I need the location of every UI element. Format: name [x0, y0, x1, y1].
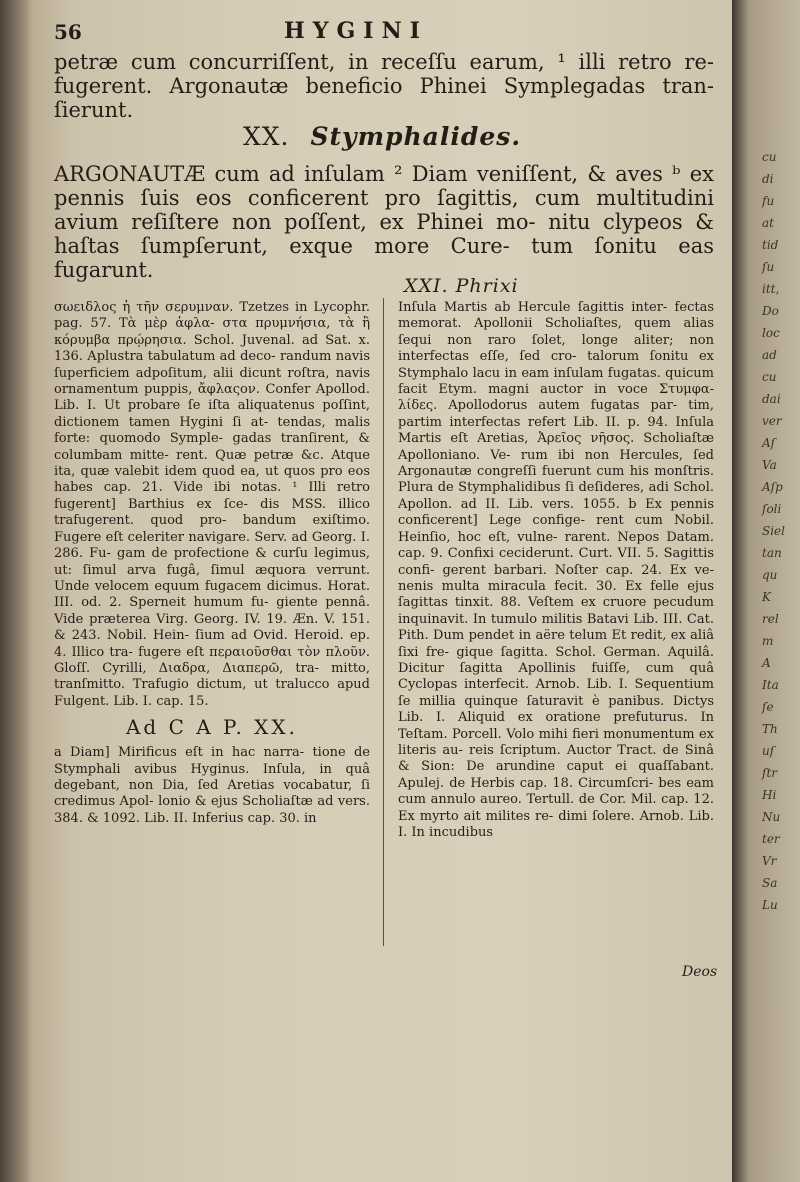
adjacent-page-fragment: ſoli — [762, 502, 782, 516]
adjacent-page-fragment: Hi — [762, 788, 777, 802]
adjacent-page-fragment: A — [762, 656, 771, 670]
column-divider — [383, 298, 384, 946]
adjacent-page-fragment: ſu — [762, 260, 775, 274]
adjacent-page-fragment: K — [762, 590, 771, 604]
adjacent-page-fragment: cu — [762, 370, 777, 384]
adjacent-page-fragment: loc — [762, 326, 780, 340]
adjacent-page-fragment: ſe — [762, 700, 774, 714]
adjacent-page-fragment: Aſp — [762, 480, 783, 494]
adjacent-page-fragment: di — [762, 172, 774, 186]
adjacent-page-fragment: uſ — [762, 744, 775, 758]
section-heading — [32, 122, 732, 152]
adjacent-page-fragment: tan — [762, 546, 782, 560]
adjacent-page-fragment: Va — [762, 458, 777, 472]
adjacent-page-fragment: Siel — [762, 524, 785, 538]
notes-left-text-1: σωειδλος ἡ τῆν σερυμναν. Tzetzes in Lycophr. pag. 57. Τὰ μὲρ ἀφλα- στα πρυμνήσια, τὰ ἢ κόρυμβα πρῴρησια. Schol. Juvenal. ad Sat. x. 136. Aplustra tabulatum ad deco- randum navis ſuperficiem adpoſitum, alii dicunt roſtra, navis ornamentum puppis, ἄφλαςον. Confer Apollod. Lib. I. Ut probare ſe iſta aliquatenus poſſint, dictionem tamen Hygini ſi at- tendas, malis forte: quomodo Symple- gadas tranſirent, & columbam mitte- rent. Quæ petræ &c. Atque ita, quæ valebit idem quod ea, ut quos pro eos habes cap. 21. Vide ibi notas. ¹ Illi retro fugerent] Barthius ex ſce- dis MSS. illico trafugerent. quod pro- bandum exiſtimo. Fugere eſt celeriter navigare. Serv. ad Georg. I. 286. Fu- gam de profectione & curſu legimus, ut: ſimul arva fugâ, ſimul æquora verrunt. Unde velocem equum fugacem dicimus. Horat. III. od. 2. Sperneit humum fu- giente pennâ. Vide præterea Virg. Georg. IV. 19. Æn. V. 151. & 243. Nobil. Hein- ſium ad Ovid. Heroid. ep. 4. Illico tra- fugere eſt περαιοῦσθαι τὸν πλοῦν. Gloſſ. Cyrilli, Διαδρα, Διαπερῶ, tra- mitto, tranſmitto. Trafugio dictum, ut tralucco apud Fulgent. Lib. I. cap. 15. — [54, 300, 370, 709]
adjacent-page-fragment: cu — [762, 150, 777, 164]
adjacent-page-fragment: ver — [762, 414, 782, 428]
notes-right-text: Inſula Martis ab Hercule ſagittis inter- fectas memorat. Apollonii Scholiaſtes, quem alias ſequi non raro ſolet, longe aliter; non interfectas eſſe, ſed cro- talorum ſonitu ex Stymphalo lacu in eam inſulam fugatas. quicum facit Etym. magni auctor in voce Στυμφα- λίδες. Apollodorus autem fugatas par- tim, partim interfectas refert Lib. II. p. 94. Inſula Martis eſt Aretias, Ἀρεῖος νῆσος. Scholiaſtæ Apolloniano. Ve- rum ibi non Hercules, ſed Argonautæ congreſſi fuerunt cum his monſtris. Plura de Stymphalidibus ſi deſideres, adi Schol. Apollon. ad II. Lib. vers. 1055. b Ex pennis conficerent] Lege confige- rent cum Nobil. Heinſio, hoc eſt, vulne- rarent. Nepos Datam. cap. 9. Confixi ceciderunt. Curt. VII. 5. Sagittis confi- gerent barbari. Noſter cap. 24. Ex ve- nenis multa miracula fecit. 30. Ex felle ejus ſagittas tinxit. 88. Veſtem ex cruore pecudum inquinavit. In tumulo militis Batavi Lib. III. Cat. Pith. Dum pendet in aëre telum Et redit, ex aliâ ſixi fre- gique ſagitta. Schol. German. Aquilâ. Dicitur ſagitta Apollinis fuiſſe, cum quâ Cyclopas interfecit. Arnob. Lib. I. Sequentium ſe millia quinque ſaturavit è panibus. Dictys Lib. I. Aliquid ex oratione prefuturus. In Teſtam. Porcell. Volo mihi fieri monumentum ex literis au- reis ſcriptum. Auctor Tract. de Sinâ & Sion: De arundine caput ei quaſſabant. Apulej. de Herbis cap. 18. Circumſcri- bes eam cum annulo aureo. Tertull. de Cor. Mil. cap. 12. Ex myrto ait milites re- dimi ſolere. Arnob. Lib. I. In incudibus — [398, 300, 714, 840]
adjacent-page-fragment: ad — [762, 348, 777, 362]
intro-paragraph: petræ cum concurriſſent, in receſſu earum, ¹ illi retro re- fugerent. Argonautæ beneficio Phinei Symplegadas tran- ſierunt. — [54, 50, 714, 122]
section-title: Stymphalides. — [310, 122, 522, 151]
page-header — [54, 10, 714, 50]
adjacent-page-fragment: rel — [762, 612, 779, 626]
adjacent-page-fragment: at — [762, 216, 774, 230]
adjacent-page-fragment: itt, — [762, 282, 780, 296]
adjacent-page-fragment: Aſ — [762, 436, 776, 450]
adjacent-page-fragment: Nu — [762, 810, 781, 824]
adjacent-page-fragment: Lu — [762, 898, 778, 912]
adjacent-page-fragment: ter — [762, 832, 780, 846]
next-section-heading: XXI. Phrixi — [404, 275, 519, 297]
adjacent-page-fragment: Vr — [762, 854, 777, 868]
adjacent-page-fragment: qu — [762, 568, 778, 582]
adjacent-page-edge — [732, 0, 800, 1182]
main-paragraph: ARGONAUTÆ cum ad inſulam ² Diam veniſſent, & aves ᵇ ex pennis ſuis eos conficerent pro ſagittis, cum multitudini avium reſiſtere non poſſent, ex Phinei mo- nitu clypeos & haſtas ſumpſerunt, exque more Cure- tum ſonitu eas fugarunt. — [54, 162, 714, 282]
adjacent-page-fragment: tid — [762, 238, 779, 252]
running-head: HYGINI — [284, 18, 428, 44]
adjacent-page-fragment: Th — [762, 722, 778, 736]
book-page — [32, 0, 732, 1182]
section-number: XX. — [242, 122, 290, 151]
catchword: Deos — [682, 964, 718, 980]
adjacent-page-fragment: Sa — [762, 876, 778, 890]
notes-right-column — [398, 300, 714, 841]
notes-subhead: Ad C A P. XX. — [125, 715, 299, 740]
adjacent-page-fragment: fu — [762, 194, 775, 208]
book-spine-shadow — [0, 0, 32, 1182]
adjacent-page-fragment: dai — [762, 392, 781, 406]
notes-left-column — [54, 300, 370, 827]
adjacent-page-fragment: Ita — [762, 678, 779, 692]
notes-left-text-2: a Diam] Mirificus eſt in hac narra- tione de Stymphali avibus Hyginus. Inſula, in quâ degebant, non Dia, ſed Aretias vocabatur, ſi credimus Apol- lonio & ejus Scholiaſtæ ad vers. 384. & 1092. Lib. II. Inferius cap. 30. in — [54, 745, 370, 826]
adjacent-page-fragment: ſtr — [762, 766, 777, 780]
page-number: 56 — [54, 20, 82, 44]
adjacent-page-fragment: Do — [762, 304, 779, 318]
adjacent-page-fragment: m — [762, 634, 774, 648]
